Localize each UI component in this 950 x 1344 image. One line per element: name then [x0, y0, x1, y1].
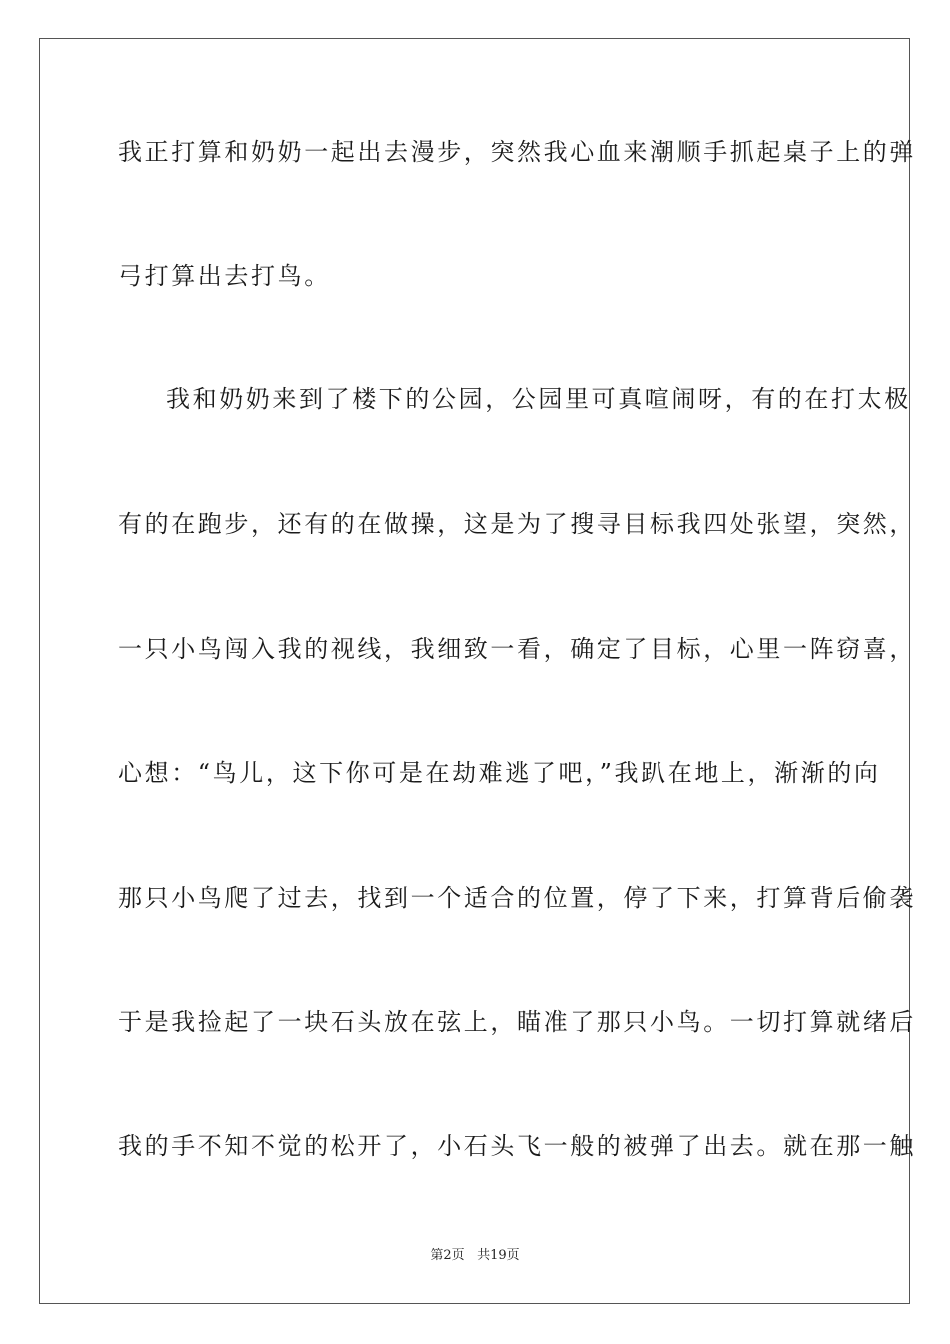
body-text-line-1: 我正打算和奶奶一起出去漫步，突然我心血来潮顺手抓起桌子上的弹	[118, 138, 916, 166]
body-text-line-3: 我和奶奶来到了楼下的公园，公园里可真喧闹呀，有的在打太极	[166, 385, 911, 413]
page-footer	[0, 1248, 950, 1264]
footer-spacer	[465, 1248, 477, 1263]
body-text-line-4: 有的在跑步，还有的在做操，这是为了搜寻目标我四处张望，突然，	[118, 510, 916, 538]
body-text-line-2: 弓打算出去打鸟。	[118, 262, 331, 290]
body-text-line-6: 心想：“鸟儿，这下你可是在劫难逃了吧，”我趴在地上，渐渐的向	[118, 759, 881, 787]
body-text-line-7: 那只小鸟爬了过去，找到一个适合的位置，停了下来，打算背后偷袭	[118, 884, 916, 912]
page-border	[39, 38, 916, 1304]
body-text-line-9: 我的手不知不觉的松开了，小石头飞一般的被弹了出去。就在那一触	[118, 1132, 916, 1160]
body-text-line-5: 一只小鸟闯入我的视线，我细致一看，确定了目标，心里一阵窃喜，	[118, 635, 916, 663]
current-page-number: 第2页	[430, 1248, 465, 1263]
total-page-count: 共19页	[477, 1248, 520, 1263]
body-text-line-8: 于是我捡起了一块石头放在弦上，瞄准了那只小鸟。一切打算就绪后	[118, 1008, 916, 1036]
